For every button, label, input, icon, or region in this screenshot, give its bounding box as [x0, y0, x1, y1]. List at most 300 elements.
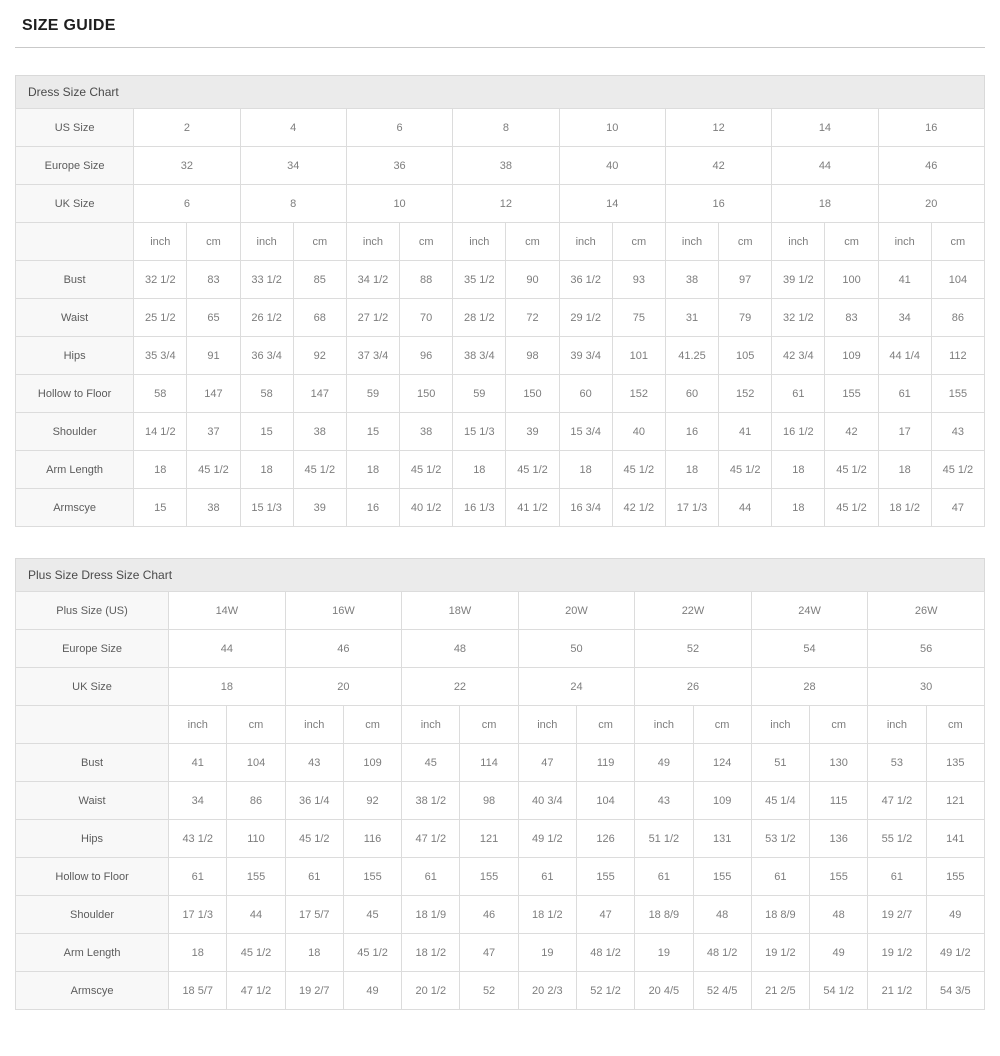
measure-value-cell: 32 1/2	[772, 299, 825, 337]
measure-value-cell: 18 1/2	[402, 934, 460, 972]
size-value-cell: 26	[635, 668, 752, 706]
measure-value-cell: 18 8/9	[751, 896, 809, 934]
size-row	[16, 592, 985, 630]
size-value-cell: 4	[240, 109, 346, 147]
unit-inch-cell: inch	[751, 706, 809, 744]
measure-value-cell: 155	[931, 375, 984, 413]
measure-value-cell: 61	[169, 858, 227, 896]
measure-value-cell: 44	[227, 896, 285, 934]
measure-value-cell: 90	[506, 261, 559, 299]
measure-value-cell: 49	[926, 896, 984, 934]
unit-cm-cell: cm	[926, 706, 984, 744]
measure-value-cell: 53	[868, 744, 926, 782]
measure-value-cell: 17	[878, 413, 931, 451]
unit-cm-cell: cm	[460, 706, 518, 744]
unit-inch-cell: inch	[453, 223, 506, 261]
size-value-cell: 12	[665, 109, 771, 147]
measure-value-cell: 39 3/4	[559, 337, 612, 375]
unit-cm-cell: cm	[576, 706, 634, 744]
measure-value-cell: 34 1/2	[346, 261, 399, 299]
size-value-cell: 50	[518, 630, 635, 668]
measure-value-cell: 58	[134, 375, 187, 413]
measure-row	[16, 782, 985, 820]
measure-value-cell: 18 1/2	[518, 896, 576, 934]
measure-value-cell: 38 3/4	[453, 337, 506, 375]
measure-value-cell: 45 1/2	[825, 489, 878, 527]
size-value-cell: 24W	[751, 592, 868, 630]
measure-value-cell: 19 1/2	[751, 934, 809, 972]
size-value-cell: 34	[240, 147, 346, 185]
unit-inch-cell: inch	[518, 706, 576, 744]
row-label-cell: Shoulder	[16, 896, 169, 934]
size-value-cell: 42	[665, 147, 771, 185]
measure-value-cell: 70	[400, 299, 453, 337]
measure-value-cell: 35 1/2	[453, 261, 506, 299]
measure-value-cell: 21 2/5	[751, 972, 809, 1010]
measure-value-cell: 104	[931, 261, 984, 299]
row-label-cell: Hips	[16, 820, 169, 858]
row-label-cell: Arm Length	[16, 934, 169, 972]
measure-value-cell: 14 1/2	[134, 413, 187, 451]
measure-value-cell: 45	[343, 896, 401, 934]
measure-value-cell: 18 5/7	[169, 972, 227, 1010]
measure-value-cell: 79	[719, 299, 772, 337]
measure-value-cell: 104	[227, 744, 285, 782]
measure-value-cell: 58	[240, 375, 293, 413]
unit-inch-cell: inch	[772, 223, 825, 261]
measure-value-cell: 147	[293, 375, 346, 413]
size-value-cell: 10	[346, 185, 452, 223]
measure-value-cell: 28 1/2	[453, 299, 506, 337]
measure-value-cell: 47 1/2	[402, 820, 460, 858]
measure-value-cell: 33 1/2	[240, 261, 293, 299]
measure-value-cell: 100	[825, 261, 878, 299]
row-label-cell: Armscye	[16, 972, 169, 1010]
title-divider	[15, 47, 985, 48]
measure-value-cell: 42 3/4	[772, 337, 825, 375]
measure-value-cell: 41	[169, 744, 227, 782]
measure-value-cell: 48	[810, 896, 868, 934]
measure-value-cell: 126	[576, 820, 634, 858]
measure-value-cell: 37 3/4	[346, 337, 399, 375]
measure-value-cell: 17 1/3	[169, 896, 227, 934]
measure-value-cell: 45 1/2	[825, 451, 878, 489]
measure-value-cell: 109	[693, 782, 751, 820]
measure-value-cell: 45 1/2	[400, 451, 453, 489]
measure-value-cell: 45 1/2	[343, 934, 401, 972]
measure-value-cell: 61	[285, 858, 343, 896]
unit-inch-cell: inch	[402, 706, 460, 744]
size-row	[16, 109, 985, 147]
measure-value-cell: 61	[868, 858, 926, 896]
unit-inch-cell: inch	[169, 706, 227, 744]
measure-value-cell: 121	[926, 782, 984, 820]
measure-value-cell: 92	[293, 337, 346, 375]
measure-row	[16, 261, 985, 299]
measure-value-cell: 61	[772, 375, 825, 413]
measure-value-cell: 19 2/7	[285, 972, 343, 1010]
size-value-cell: 10	[559, 109, 665, 147]
measure-value-cell: 15 1/3	[453, 413, 506, 451]
measure-value-cell: 61	[878, 375, 931, 413]
size-value-cell: 8	[453, 109, 559, 147]
measure-value-cell: 52 1/2	[576, 972, 634, 1010]
measure-value-cell: 121	[460, 820, 518, 858]
size-value-cell: 16	[878, 109, 984, 147]
row-label-cell: UK Size	[16, 185, 134, 223]
measure-value-cell: 16 1/2	[772, 413, 825, 451]
measure-value-cell: 130	[810, 744, 868, 782]
measure-value-cell: 18	[665, 451, 718, 489]
size-value-cell: 46	[285, 630, 402, 668]
measure-value-cell: 21 1/2	[868, 972, 926, 1010]
measure-value-cell: 48 1/2	[693, 934, 751, 972]
measure-value-cell: 49 1/2	[518, 820, 576, 858]
measure-value-cell: 150	[506, 375, 559, 413]
measure-value-cell: 18	[346, 451, 399, 489]
measure-value-cell: 38	[400, 413, 453, 451]
measure-value-cell: 155	[926, 858, 984, 896]
measure-value-cell: 16 1/3	[453, 489, 506, 527]
row-label-cell: Europe Size	[16, 147, 134, 185]
size-value-cell: 28	[751, 668, 868, 706]
measure-value-cell: 20 1/2	[402, 972, 460, 1010]
measure-value-cell: 155	[576, 858, 634, 896]
measure-value-cell: 18 8/9	[635, 896, 693, 934]
measure-value-cell: 147	[187, 375, 240, 413]
size-value-cell: 22	[402, 668, 519, 706]
size-value-cell: 48	[402, 630, 519, 668]
measure-value-cell: 152	[612, 375, 665, 413]
row-label-cell: Hollow to Floor	[16, 858, 169, 896]
measure-value-cell: 47	[576, 896, 634, 934]
plus-size-dress-size-chart	[15, 558, 985, 1010]
measure-value-cell: 15 1/3	[240, 489, 293, 527]
unit-row	[16, 223, 985, 261]
measure-value-cell: 116	[343, 820, 401, 858]
measure-value-cell: 47	[931, 489, 984, 527]
measure-value-cell: 43	[285, 744, 343, 782]
size-value-cell: 18	[169, 668, 286, 706]
unit-cm-cell: cm	[693, 706, 751, 744]
measure-value-cell: 41 1/2	[506, 489, 559, 527]
row-label-cell-empty	[16, 223, 134, 261]
size-value-cell: 16	[665, 185, 771, 223]
measure-value-cell: 85	[293, 261, 346, 299]
unit-cm-cell: cm	[931, 223, 984, 261]
measure-value-cell: 109	[825, 337, 878, 375]
unit-cm-cell: cm	[293, 223, 346, 261]
measure-value-cell: 52 4/5	[693, 972, 751, 1010]
size-value-cell: 56	[868, 630, 985, 668]
measure-row	[16, 820, 985, 858]
measure-value-cell: 136	[810, 820, 868, 858]
row-label-cell-empty	[16, 706, 169, 744]
unit-cm-cell: cm	[810, 706, 868, 744]
row-label-cell: Waist	[16, 782, 169, 820]
measure-value-cell: 124	[693, 744, 751, 782]
measure-value-cell: 18	[285, 934, 343, 972]
measure-value-cell: 96	[400, 337, 453, 375]
size-value-cell: 54	[751, 630, 868, 668]
measure-value-cell: 20 4/5	[635, 972, 693, 1010]
measure-value-cell: 155	[693, 858, 751, 896]
unit-inch-cell: inch	[346, 223, 399, 261]
measure-value-cell: 45 1/2	[293, 451, 346, 489]
row-label-cell: US Size	[16, 109, 134, 147]
measure-value-cell: 43	[931, 413, 984, 451]
row-label-cell: Arm Length	[16, 451, 134, 489]
measure-value-cell: 43	[635, 782, 693, 820]
measure-value-cell: 39 1/2	[772, 261, 825, 299]
measure-value-cell: 40	[612, 413, 665, 451]
measure-value-cell: 47	[460, 934, 518, 972]
measure-value-cell: 68	[293, 299, 346, 337]
measure-value-cell: 60	[559, 375, 612, 413]
measure-value-cell: 54 3/5	[926, 972, 984, 1010]
row-label-cell: Waist	[16, 299, 134, 337]
size-value-cell: 20	[878, 185, 984, 223]
measure-value-cell: 34	[878, 299, 931, 337]
measure-value-cell: 98	[460, 782, 518, 820]
measure-value-cell: 16	[346, 489, 399, 527]
measure-value-cell: 86	[931, 299, 984, 337]
size-value-cell: 38	[453, 147, 559, 185]
measure-value-cell: 135	[926, 744, 984, 782]
measure-value-cell: 19	[518, 934, 576, 972]
measure-row	[16, 337, 985, 375]
measure-value-cell: 40 3/4	[518, 782, 576, 820]
measure-value-cell: 35 3/4	[134, 337, 187, 375]
unit-cm-cell: cm	[400, 223, 453, 261]
measure-value-cell: 101	[612, 337, 665, 375]
measure-value-cell: 18	[453, 451, 506, 489]
measure-value-cell: 51 1/2	[635, 820, 693, 858]
measure-value-cell: 49	[810, 934, 868, 972]
size-value-cell: 18W	[402, 592, 519, 630]
measure-value-cell: 83	[187, 261, 240, 299]
measure-value-cell: 45	[402, 744, 460, 782]
measure-value-cell: 18 1/9	[402, 896, 460, 934]
unit-inch-cell: inch	[285, 706, 343, 744]
measure-value-cell: 32 1/2	[134, 261, 187, 299]
size-value-cell: 26W	[868, 592, 985, 630]
measure-value-cell: 51	[751, 744, 809, 782]
measure-value-cell: 39	[293, 489, 346, 527]
unit-inch-cell: inch	[635, 706, 693, 744]
measure-value-cell: 18	[559, 451, 612, 489]
measure-value-cell: 45 1/2	[187, 451, 240, 489]
measure-value-cell: 46	[460, 896, 518, 934]
measure-value-cell: 41	[719, 413, 772, 451]
row-label-cell: UK Size	[16, 668, 169, 706]
measure-value-cell: 18	[169, 934, 227, 972]
size-value-cell: 36	[346, 147, 452, 185]
row-label-cell: Bust	[16, 744, 169, 782]
measure-row	[16, 451, 985, 489]
size-value-cell: 44	[772, 147, 878, 185]
measure-value-cell: 18	[134, 451, 187, 489]
measure-value-cell: 97	[719, 261, 772, 299]
measure-value-cell: 45 1/2	[227, 934, 285, 972]
measure-value-cell: 44 1/4	[878, 337, 931, 375]
measure-value-cell: 38	[293, 413, 346, 451]
measure-value-cell: 45 1/2	[506, 451, 559, 489]
size-row	[16, 630, 985, 668]
size-value-cell: 8	[240, 185, 346, 223]
unit-cm-cell: cm	[227, 706, 285, 744]
measure-value-cell: 55 1/2	[868, 820, 926, 858]
measure-value-cell: 38 1/2	[402, 782, 460, 820]
page-title: SIZE GUIDE	[22, 17, 116, 34]
measure-value-cell: 86	[227, 782, 285, 820]
dress-size-chart	[15, 75, 985, 527]
measure-value-cell: 59	[346, 375, 399, 413]
size-row	[16, 185, 985, 223]
measure-value-cell: 112	[931, 337, 984, 375]
measure-value-cell: 110	[227, 820, 285, 858]
unit-cm-cell: cm	[719, 223, 772, 261]
measure-value-cell: 16	[665, 413, 718, 451]
measure-value-cell: 155	[343, 858, 401, 896]
size-value-cell: 22W	[635, 592, 752, 630]
unit-cm-cell: cm	[612, 223, 665, 261]
measure-value-cell: 41.25	[665, 337, 718, 375]
measure-value-cell: 16 3/4	[559, 489, 612, 527]
measure-value-cell: 36 3/4	[240, 337, 293, 375]
measure-value-cell: 52	[460, 972, 518, 1010]
measure-value-cell: 18 1/2	[878, 489, 931, 527]
measure-row	[16, 934, 985, 972]
measure-value-cell: 83	[825, 299, 878, 337]
row-label-cell: Shoulder	[16, 413, 134, 451]
measure-value-cell: 20 2/3	[518, 972, 576, 1010]
measure-value-cell: 15	[240, 413, 293, 451]
measure-value-cell: 119	[576, 744, 634, 782]
unit-inch-cell: inch	[868, 706, 926, 744]
measure-value-cell: 54 1/2	[810, 972, 868, 1010]
row-label-cell: Bust	[16, 261, 134, 299]
measure-value-cell: 75	[612, 299, 665, 337]
measure-value-cell: 61	[518, 858, 576, 896]
measure-value-cell: 25 1/2	[134, 299, 187, 337]
measure-value-cell: 43 1/2	[169, 820, 227, 858]
size-value-cell: 24	[518, 668, 635, 706]
measure-value-cell: 37	[187, 413, 240, 451]
measure-value-cell: 44	[719, 489, 772, 527]
measure-value-cell: 152	[719, 375, 772, 413]
size-table	[15, 108, 985, 527]
measure-value-cell: 60	[665, 375, 718, 413]
measure-value-cell: 45 1/2	[719, 451, 772, 489]
measure-value-cell: 155	[825, 375, 878, 413]
measure-value-cell: 61	[635, 858, 693, 896]
size-value-cell: 16W	[285, 592, 402, 630]
size-value-cell: 30	[868, 668, 985, 706]
measure-value-cell: 38	[187, 489, 240, 527]
measure-value-cell: 49	[343, 972, 401, 1010]
measure-value-cell: 53 1/2	[751, 820, 809, 858]
measure-value-cell: 47 1/2	[227, 972, 285, 1010]
measure-value-cell: 31	[665, 299, 718, 337]
size-value-cell: 20W	[518, 592, 635, 630]
measure-value-cell: 36 1/4	[285, 782, 343, 820]
unit-cm-cell: cm	[825, 223, 878, 261]
table-title: Plus Size Dress Size Chart	[15, 558, 985, 591]
row-label-cell: Europe Size	[16, 630, 169, 668]
unit-cm-cell: cm	[343, 706, 401, 744]
unit-cm-cell: cm	[187, 223, 240, 261]
measure-row	[16, 744, 985, 782]
measure-value-cell: 41	[878, 261, 931, 299]
measure-value-cell: 19 2/7	[868, 896, 926, 934]
size-value-cell: 14W	[169, 592, 286, 630]
measure-value-cell: 17 1/3	[665, 489, 718, 527]
measure-value-cell: 18	[772, 451, 825, 489]
measure-value-cell: 104	[576, 782, 634, 820]
unit-inch-cell: inch	[134, 223, 187, 261]
measure-value-cell: 105	[719, 337, 772, 375]
measure-value-cell: 15 3/4	[559, 413, 612, 451]
measure-row	[16, 489, 985, 527]
size-value-cell: 2	[134, 109, 240, 147]
size-table	[15, 591, 985, 1010]
measure-value-cell: 72	[506, 299, 559, 337]
unit-inch-cell: inch	[665, 223, 718, 261]
measure-row	[16, 972, 985, 1010]
measure-value-cell: 18	[240, 451, 293, 489]
measure-row	[16, 375, 985, 413]
measure-value-cell: 155	[460, 858, 518, 896]
measure-value-cell: 65	[187, 299, 240, 337]
measure-value-cell: 38	[665, 261, 718, 299]
measure-value-cell: 91	[187, 337, 240, 375]
measure-value-cell: 48	[693, 896, 751, 934]
measure-value-cell: 19	[635, 934, 693, 972]
measure-value-cell: 39	[506, 413, 559, 451]
measure-value-cell: 155	[227, 858, 285, 896]
size-row	[16, 147, 985, 185]
measure-value-cell: 29 1/2	[559, 299, 612, 337]
size-row	[16, 668, 985, 706]
measure-row	[16, 299, 985, 337]
unit-cm-cell: cm	[506, 223, 559, 261]
measure-value-cell: 131	[693, 820, 751, 858]
measure-row	[16, 858, 985, 896]
measure-value-cell: 45 1/4	[751, 782, 809, 820]
unit-row	[16, 706, 985, 744]
measure-value-cell: 115	[810, 782, 868, 820]
measure-value-cell: 34	[169, 782, 227, 820]
measure-value-cell: 92	[343, 782, 401, 820]
size-value-cell: 52	[635, 630, 752, 668]
measure-value-cell: 141	[926, 820, 984, 858]
measure-value-cell: 155	[810, 858, 868, 896]
measure-value-cell: 45 1/2	[612, 451, 665, 489]
measure-value-cell: 88	[400, 261, 453, 299]
size-value-cell: 6	[134, 185, 240, 223]
size-value-cell: 46	[878, 147, 984, 185]
measure-value-cell: 114	[460, 744, 518, 782]
table-title: Dress Size Chart	[15, 75, 985, 108]
measure-value-cell: 45 1/2	[931, 451, 984, 489]
measure-value-cell: 15	[134, 489, 187, 527]
measure-value-cell: 48 1/2	[576, 934, 634, 972]
size-tables-container	[15, 75, 985, 1010]
size-value-cell: 40	[559, 147, 665, 185]
measure-value-cell: 15	[346, 413, 399, 451]
measure-value-cell: 49 1/2	[926, 934, 984, 972]
